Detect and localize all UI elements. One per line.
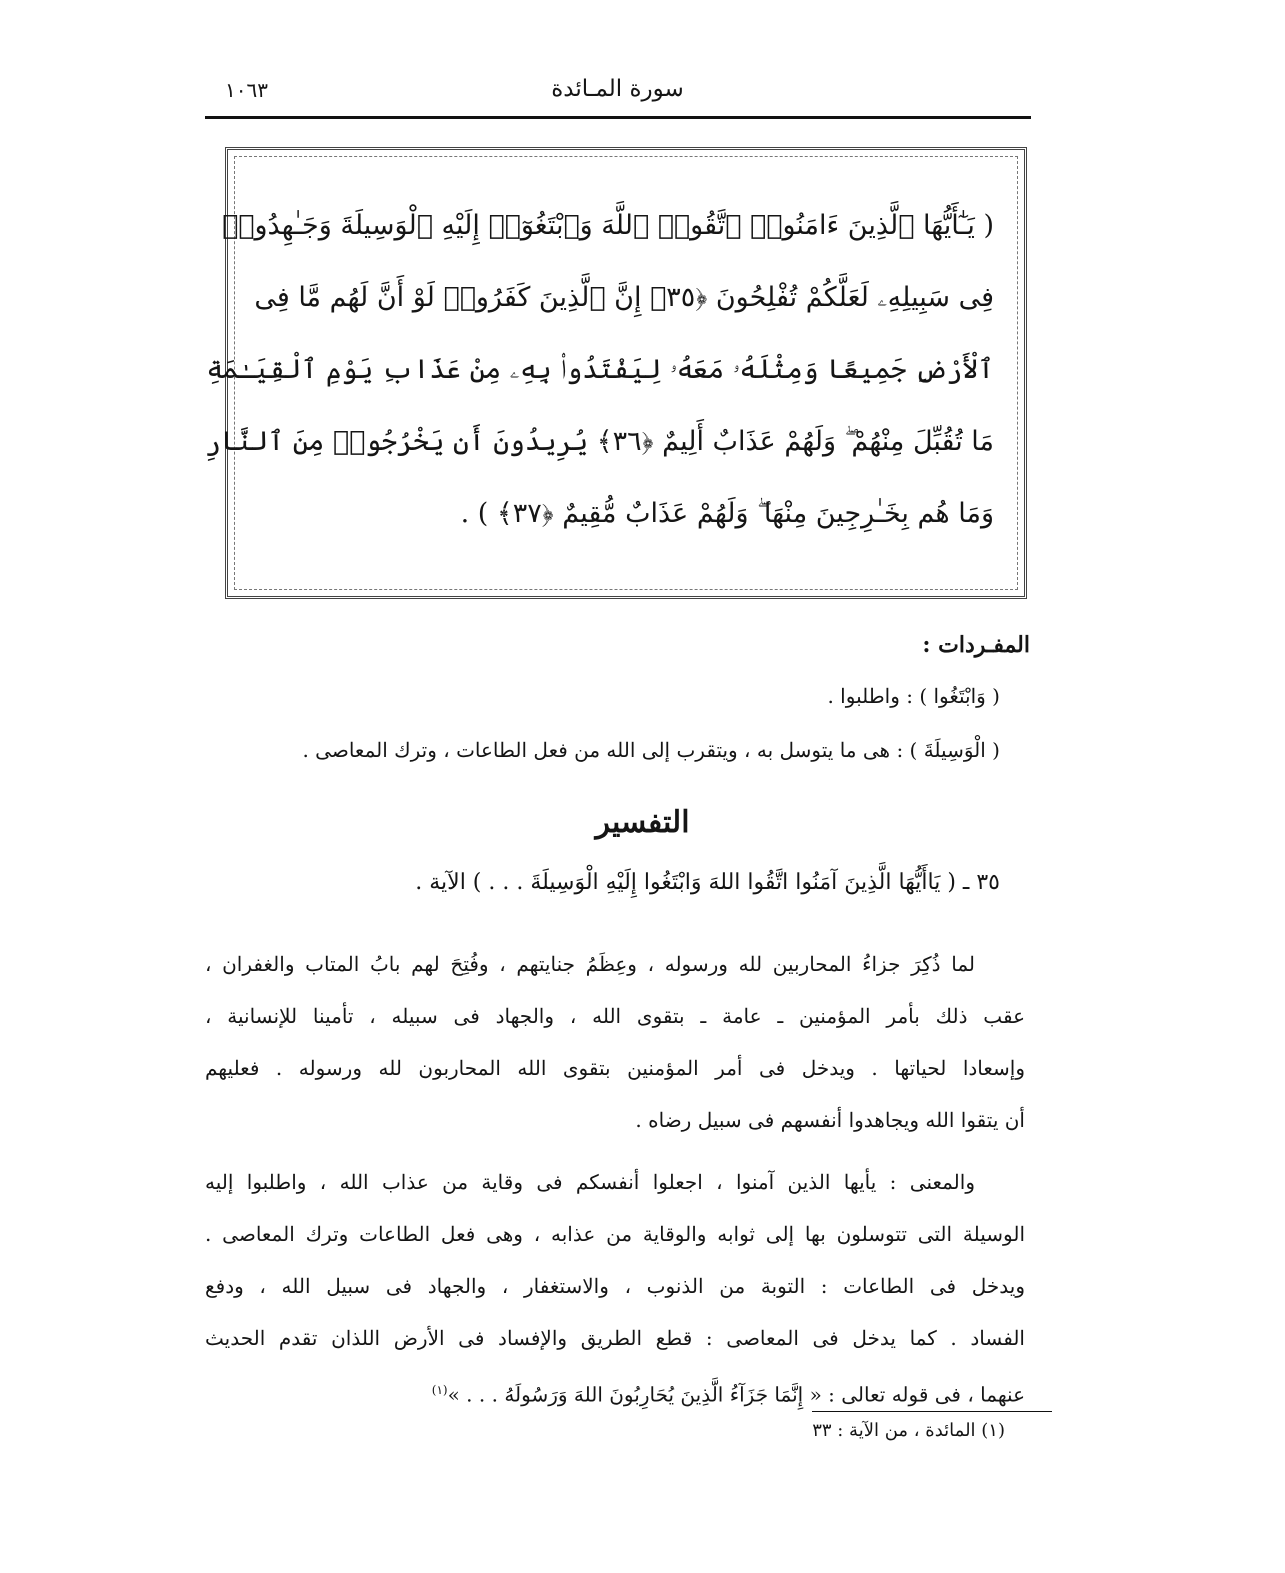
paragraph-line: الفساد . كما يدخل فى المعاصى : قطع الطريق والإفساد فى الأرض اللذان تقدم الحديث <box>205 1326 1025 1350</box>
paragraph-line: وإسعادا لحياتها . ويدخل فى أمر المؤمنين بتقوى الله المحاربون لله ورسوله . فعليهم <box>205 1056 1025 1080</box>
paragraph-line: ويدخل فى الطاعات : التوبة من الذنوب ، والاستغفار ، والجهاد فى سبيل الله ، ودفع <box>205 1274 1026 1298</box>
footnote-divider <box>812 1411 1052 1412</box>
quran-line: فِى سَبِيلِهِۦ لَعَلَّكُمْ تُفْلِحُونَ ﴿٣٥﴾ إِنَّ ٱلَّذِينَ كَفَرُوا۟ لَوْ أَنَّ لَهُم مَّا فِى <box>254 282 994 313</box>
vocabulary-heading: المفـردات : <box>922 632 1030 658</box>
vocabulary-item: ( الْوَسِيلَةَ ) : هى ما يتوسل به ، ويتقرب إلى الله من فعل الطاعات ، وترك المعاصى . <box>302 738 1000 762</box>
verse-reference: ٣٥ ـ ( يَاأَيُّهَا الَّذِينَ آمَنُوا اتَّقُوا اللهَ وَابْتَغُوا إِلَيْهِ الْوَسِيلَةَ . . . ) الآية . <box>415 870 1000 895</box>
tafsir-heading: التفسير <box>595 805 690 840</box>
tafsir-paragraph <box>205 1156 1025 1421</box>
page-header <box>205 70 1030 114</box>
quran-line: وَمَا هُم بِخَـٰرِجِينَ مِنْهَا ۖ وَلَهُمْ عَذَابٌ مُّقِيمٌ ﴿٣٧﴾ ) . <box>460 498 994 529</box>
footnote: (١) المائدة ، من الآية : ٣٣ <box>812 1420 1005 1441</box>
vocabulary-item: ( وَابْتَغُوا ) : واطلبوا . <box>827 684 1000 708</box>
paragraph-line-text: عنهما ، فى قوله تعالى : « إِنَّمَا جَزَآءُ الَّذِينَ يُحَارِبُونَ اللهَ وَرَسُولَهُ . . . » <box>447 1382 1025 1407</box>
quran-line: مَا تُقُبِّلَ مِنْهُمْ ۖ وَلَهُمْ عَذَابٌ أَلِيمٌ ﴿٣٦﴾ يُرِيدُونَ أَن يَخْرُجُوا۟ مِنَ ٱلنَّارِ <box>205 426 994 457</box>
quran-line: ٱلْأَرْضِ جَمِيعًا وَمِثْلَهُۥ مَعَهُۥ لِيَفْتَدُوا۟ بِهِۦ مِنْ عَذَابِ يَوْمِ ٱلْقِيَـٰمَةِ <box>206 354 994 385</box>
quran-verse-frame <box>205 147 1027 599</box>
surah-title: سورة المـائدة <box>551 76 684 102</box>
quran-verses <box>205 190 994 550</box>
paragraph-line <box>205 1364 1025 1421</box>
header-divider <box>205 116 1031 119</box>
tafsir-paragraph <box>205 938 1025 1146</box>
page-number: ١٠٦٣ <box>225 78 268 102</box>
quran-line: ( يَـٰٓأَيُّهَا ٱلَّذِينَ ءَامَنُوا۟ ٱتَّقُوا۟ ٱللَّهَ وَٱبْتَغُوٓا۟ إِلَيْهِ ٱلْوَسِيلَةَ وَجَـٰهِدُوا۟ <box>222 210 994 241</box>
paragraph-line: لما ذُكِرَ جزاءُ المحاربين لله ورسوله ، وعِظَمُ جنايتهم ، وفُتِحَ لهم بابُ المتاب والغفران ، <box>205 952 975 976</box>
paragraph-line: الوسيلة التى تتوسلون بها إلى ثوابه والوقاية من عذابه ، وهى فعل الطاعات وترك المعاصى . <box>205 1222 1025 1246</box>
footnote-marker[interactable]: (١) <box>431 1383 448 1397</box>
paragraph-line: والمعنى : يأيها الذين آمنوا ، اجعلوا أنفسكم فى وقاية من عذاب الله ، واطلبوا إليه <box>205 1170 975 1194</box>
paragraph-line: أن يتقوا الله ويجاهدوا أنفسهم فى سبيل رضاه . <box>635 1108 1025 1132</box>
paragraph-line: عقب ذلك بأمر المؤمنين ـ عامة ـ بتقوى الله ، والجهاد فى سبيله ، تأمينا للإنسانية ، <box>205 1004 1025 1028</box>
